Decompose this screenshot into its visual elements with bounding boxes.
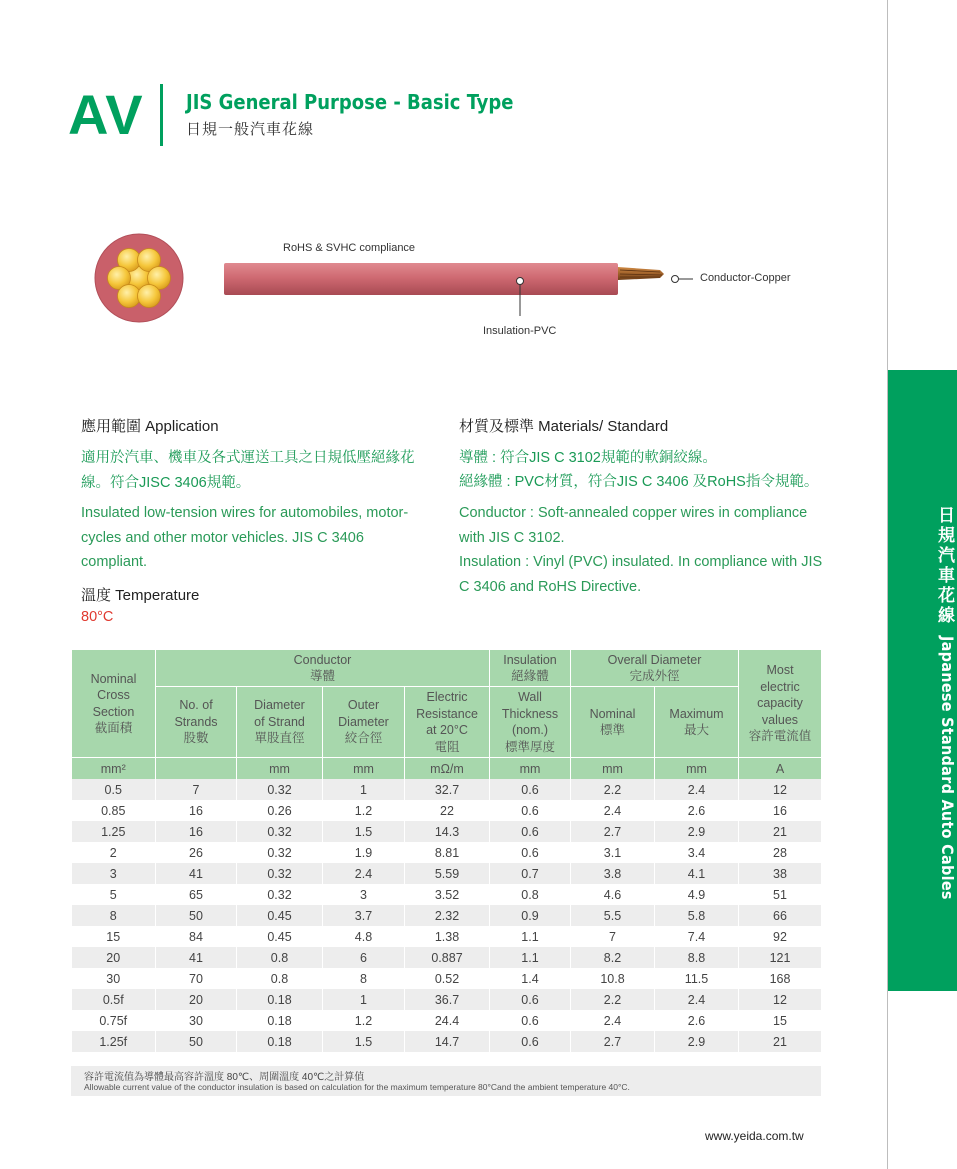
table-cell: 20 — [156, 989, 237, 1010]
table-cell: 30 — [72, 968, 156, 989]
table-cell: 0.32 — [237, 779, 323, 800]
table-cell: 5.59 — [405, 863, 490, 884]
table-cell: 2 — [72, 842, 156, 863]
side-tab-text — [888, 370, 957, 991]
cable-body — [224, 263, 693, 316]
cross-section-icon — [95, 234, 183, 322]
table-cell: 0.32 — [237, 863, 323, 884]
table-row — [72, 821, 822, 842]
table-cell: 1.38 — [405, 926, 490, 947]
table-cell: 50 — [156, 1031, 237, 1052]
table-cell: 2.32 — [405, 905, 490, 926]
side-title-en: Japanese Standard Auto Cables — [938, 635, 957, 900]
table-cell: 0.6 — [490, 842, 571, 863]
table-row — [72, 842, 822, 863]
table-cell: 2.6 — [655, 1010, 739, 1031]
table-cell: 0.6 — [490, 779, 571, 800]
table-cell: 0.45 — [237, 905, 323, 926]
header-nominal-section: Nominal Cross Section 截面積 — [72, 650, 156, 758]
table-cell: 1 — [323, 989, 405, 1010]
table-cell: 92 — [739, 926, 822, 947]
unit-cell: mm — [490, 758, 571, 780]
unit-cell: mm — [323, 758, 405, 780]
title-divider — [160, 84, 163, 146]
table-cell: 1.25f — [72, 1031, 156, 1052]
application-heading: 應用範圍 Application — [81, 418, 219, 435]
table-cell: 1.1 — [490, 926, 571, 947]
table-cell: 12 — [739, 779, 822, 800]
table-cell: 36.7 — [405, 989, 490, 1010]
table-row — [72, 1010, 822, 1031]
table-cell: 0.18 — [237, 989, 323, 1010]
unit-cell: mm — [655, 758, 739, 780]
table-cell: 38 — [739, 863, 822, 884]
table-footnote — [71, 1066, 821, 1096]
application-zh: 適用於汽車、機車及各式運送工具之日規低壓絕緣花線。符合JISC 3406規範。 — [81, 450, 415, 491]
materials-heading: 材質及標準 Materials/ Standard — [459, 418, 669, 435]
spec-table — [71, 649, 822, 1052]
units-row — [72, 758, 822, 780]
footnote-en: Allowable current value of the conductor insulation is based on calculation for the maximum temperature 80°Cand the ambient temperature 40°C. — [84, 1082, 630, 1092]
temperature-value: 80°C — [81, 609, 114, 625]
website-url: www.yeida.com.tw — [705, 1129, 804, 1143]
table-cell: 2.4 — [655, 989, 739, 1010]
table-cell: 8 — [323, 968, 405, 989]
table-cell: 4.8 — [323, 926, 405, 947]
table-cell: 2.6 — [655, 800, 739, 821]
table-cell: 66 — [739, 905, 822, 926]
table-cell: 121 — [739, 947, 822, 968]
table-cell: 1.4 — [490, 968, 571, 989]
table-row — [72, 968, 822, 989]
table-cell: 0.18 — [237, 1031, 323, 1052]
table-cell: 4.1 — [655, 863, 739, 884]
conductor-label: Conductor-Copper — [700, 272, 791, 284]
table-cell: 2.7 — [571, 1031, 655, 1052]
table-row — [72, 779, 822, 800]
table-cell: 0.5f — [72, 989, 156, 1010]
table-cell: 10.8 — [571, 968, 655, 989]
unit-cell — [156, 758, 237, 780]
table-cell: 0.6 — [490, 1031, 571, 1052]
materials-zh-1: 導體 : 符合JIS C 3102規範的軟銅絞線。 — [459, 450, 717, 466]
table-cell: 0.32 — [237, 842, 323, 863]
table-cell: 0.6 — [490, 821, 571, 842]
header-outer-diameter: Outer Diameter 絞合徑 — [323, 687, 405, 758]
table-cell: 8.2 — [571, 947, 655, 968]
side-title-zh: 日規汽車花線 — [935, 505, 954, 626]
table-cell: 0.6 — [490, 989, 571, 1010]
table-cell: 0.32 — [237, 821, 323, 842]
materials-en-insulation: Insulation : Vinyl (PVC) insulated. In compliance with JIS C 3406 and RoHS Directive. — [459, 554, 823, 595]
table-cell: 3.1 — [571, 842, 655, 863]
application-en: Insulated low-tension wires for automobiles, motor-cycles and other motor vehicles. JIS C 3406 compliant. — [81, 505, 409, 570]
table-cell: 2.9 — [655, 821, 739, 842]
table-cell: 7.4 — [655, 926, 739, 947]
table-cell: 41 — [156, 863, 237, 884]
table-cell: 1.2 — [323, 1010, 405, 1031]
table-cell: 2.2 — [571, 989, 655, 1010]
table-row — [72, 1031, 822, 1052]
rohs-label: RoHS & SVHC compliance — [283, 242, 416, 254]
table-cell: 2.7 — [571, 821, 655, 842]
table-cell: 2.4 — [571, 800, 655, 821]
table-cell: 8.8 — [655, 947, 739, 968]
table-cell: 0.85 — [72, 800, 156, 821]
table-cell: 5 — [72, 884, 156, 905]
table-cell: 6 — [323, 947, 405, 968]
table-row — [72, 947, 822, 968]
table-row — [72, 926, 822, 947]
cable-illustration — [0, 230, 887, 350]
table-cell: 3.8 — [571, 863, 655, 884]
header-overall-diameter: Overall Diameter 完成外徑 — [571, 650, 739, 687]
unit-cell: mm — [571, 758, 655, 780]
table-cell: 8 — [72, 905, 156, 926]
table-row — [72, 905, 822, 926]
insulation-label: Insulation-PVC — [483, 325, 557, 337]
table-row — [72, 863, 822, 884]
table-cell: 16 — [156, 800, 237, 821]
table-cell: 1.5 — [323, 821, 405, 842]
table-row — [72, 800, 822, 821]
table-cell: 2.4 — [323, 863, 405, 884]
table-cell: 50 — [156, 905, 237, 926]
product-code: AV — [68, 83, 144, 146]
table-cell: 0.8 — [237, 947, 323, 968]
header-strand-diameter: Diameter of Strand 單股直徑 — [237, 687, 323, 758]
table-cell: 41 — [156, 947, 237, 968]
table-cell: 0.8 — [490, 884, 571, 905]
table-cell: 22 — [405, 800, 490, 821]
header-strands: No. of Strands 股數 — [156, 687, 237, 758]
table-cell: 2.2 — [571, 779, 655, 800]
table-cell: 3.7 — [323, 905, 405, 926]
table-cell: 51 — [739, 884, 822, 905]
page-title: JIS General Purpose - Basic Type — [186, 90, 514, 114]
table-cell: 21 — [739, 821, 822, 842]
temperature-heading: 溫度 Temperature — [81, 587, 200, 604]
table-cell: 3 — [323, 884, 405, 905]
table-cell: 2.9 — [655, 1031, 739, 1052]
table-cell: 15 — [72, 926, 156, 947]
table-cell: 5.5 — [571, 905, 655, 926]
table-cell: 32.7 — [405, 779, 490, 800]
table-cell: 11.5 — [655, 968, 739, 989]
table-cell: 168 — [739, 968, 822, 989]
table-cell: 1.5 — [323, 1031, 405, 1052]
header-capacity: Most electric capacity values 容許電流值 — [739, 650, 822, 758]
table-cell: 2.4 — [571, 1010, 655, 1031]
materials-zh-2: 絕緣體 : PVC材質，符合JIS C 3406 及RoHS指令規範。 — [459, 474, 819, 490]
table-cell: 3.4 — [655, 842, 739, 863]
table-cell: 8.81 — [405, 842, 490, 863]
table-cell: 1.9 — [323, 842, 405, 863]
table-cell: 26 — [156, 842, 237, 863]
table-cell: 4.6 — [571, 884, 655, 905]
table-cell: 0.7 — [490, 863, 571, 884]
table-row — [72, 884, 822, 905]
spec-table-body — [72, 758, 822, 1053]
table-cell: 20 — [72, 947, 156, 968]
table-cell: 24.4 — [405, 1010, 490, 1031]
table-cell: 1.25 — [72, 821, 156, 842]
table-cell: 1.2 — [323, 800, 405, 821]
table-cell: 3.52 — [405, 884, 490, 905]
table-cell: 0.32 — [237, 884, 323, 905]
table-cell: 1.1 — [490, 947, 571, 968]
table-cell: 0.26 — [237, 800, 323, 821]
header-conductor: Conductor 導體 — [156, 650, 490, 687]
table-cell: 7 — [571, 926, 655, 947]
header-insulation: Insulation 絕緣體 — [490, 650, 571, 687]
header-maximum-diameter: Maximum 最大 — [655, 687, 739, 758]
table-cell: 16 — [739, 800, 822, 821]
table-cell: 4.9 — [655, 884, 739, 905]
table-cell: 12 — [739, 989, 822, 1010]
table-cell: 0.6 — [490, 800, 571, 821]
unit-cell: A — [739, 758, 822, 780]
unit-cell: mm — [237, 758, 323, 780]
table-cell: 3 — [72, 863, 156, 884]
table-cell: 0.45 — [237, 926, 323, 947]
table-cell: 0.6 — [490, 1010, 571, 1031]
header-resistance: Electric Resistance at 20°C 電阻 — [405, 687, 490, 758]
table-cell: 0.52 — [405, 968, 490, 989]
table-cell: 0.5 — [72, 779, 156, 800]
table-cell: 15 — [739, 1010, 822, 1031]
table-row — [72, 989, 822, 1010]
table-cell: 28 — [739, 842, 822, 863]
table-cell: 14.7 — [405, 1031, 490, 1052]
unit-cell: mΩ/m — [405, 758, 490, 780]
table-cell: 16 — [156, 821, 237, 842]
table-cell: 84 — [156, 926, 237, 947]
header-wall-thickness: Wall Thickness (nom.) 標準厚度 — [490, 687, 571, 758]
table-cell: 30 — [156, 1010, 237, 1031]
header-nominal-diameter: Nominal 標準 — [571, 687, 655, 758]
table-cell: 1 — [323, 779, 405, 800]
materials-en-conductor: Conductor : Soft-annealed copper wires in compliance with JIS C 3102. — [459, 505, 808, 546]
page-subtitle: 日規一般汽車花線 — [186, 121, 315, 138]
table-cell: 0.887 — [405, 947, 490, 968]
unit-cell: mm² — [72, 758, 156, 780]
table-cell: 14.3 — [405, 821, 490, 842]
table-cell: 70 — [156, 968, 237, 989]
table-cell: 0.18 — [237, 1010, 323, 1031]
table-cell: 7 — [156, 779, 237, 800]
footnote-zh: 容許電流值為導體最高容許溫度 80℃、周圍溫度 40℃之計算值 — [84, 1072, 365, 1083]
table-cell: 0.75f — [72, 1010, 156, 1031]
table-cell: 0.9 — [490, 905, 571, 926]
table-cell: 65 — [156, 884, 237, 905]
side-tab — [888, 370, 957, 991]
table-cell: 21 — [739, 1031, 822, 1052]
table-cell: 2.4 — [655, 779, 739, 800]
table-cell: 5.8 — [655, 905, 739, 926]
table-cell: 0.8 — [237, 968, 323, 989]
